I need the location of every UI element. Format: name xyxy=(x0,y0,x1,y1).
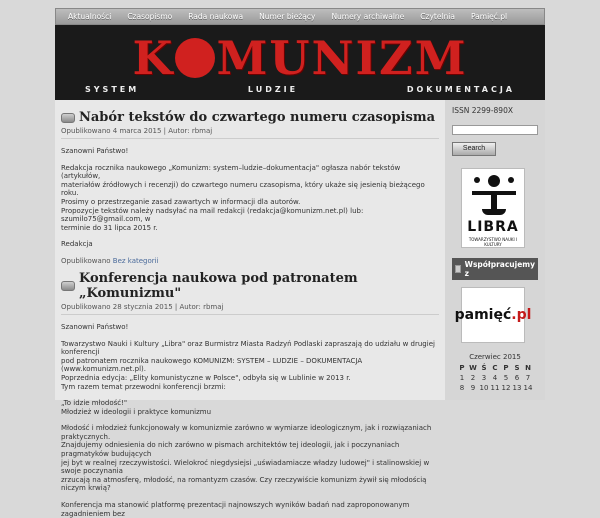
libra-right-dot-icon xyxy=(508,177,514,183)
body-line: Tym razem temat przewodni konferencji brzmi: xyxy=(61,382,226,391)
body-line: Młodość i młodzież funkcjonowały w komunizmie zarówno w wymiarze ideologicznym, jak i rozwiązaniach praktycznych. xyxy=(61,424,432,441)
tagline-ludzie: LUDZIE xyxy=(247,85,299,94)
main-content xyxy=(55,100,445,518)
libra-subtitle: TOWARZYSTWO NAUKI I KULTURY xyxy=(468,236,518,247)
site-logo[interactable] xyxy=(55,31,545,85)
post-meta: Opublikowano 4 marca 2015 | Autor: rbmaj xyxy=(61,127,439,139)
libra-stem-icon xyxy=(491,195,497,209)
tagline-dokumentacja: DOKUMENTACJA xyxy=(406,85,515,94)
search-button[interactable]: Search xyxy=(452,142,496,156)
post-greeting: Szanowni Państwo! xyxy=(61,147,129,155)
post-1 xyxy=(61,110,439,265)
post-bullet-icon xyxy=(61,113,75,123)
post-meta: Opublikowano 28 stycznia 2015 | Autor: rbmaj xyxy=(61,303,439,315)
calendar-header: P xyxy=(459,363,465,372)
logo-prefix: K xyxy=(132,31,175,85)
partners-widget-title xyxy=(452,258,538,280)
post-title[interactable]: Konferencja naukowa pod patronatem „Komunizmu" xyxy=(79,270,358,301)
libra-logo[interactable] xyxy=(461,168,525,248)
post-body xyxy=(61,164,439,233)
post-quote xyxy=(61,399,439,416)
logo-circle-icon xyxy=(175,38,215,78)
body-line: pod patronatem rocznika naukowego KOMUNIZM: SYSTEM – LUDZIE – DOKUMENTACJA (www.komunizm.net.pl). xyxy=(61,356,363,374)
body-line: Propozycje tekstów należy nadsyłać na mail redakcji (redakcja@komunizm.net.pl) lub: szumilo75@gmail.com, w xyxy=(61,206,364,224)
site-banner[interactable] xyxy=(55,25,545,100)
body-line: Znajdujemy odniesienia do nich zarówno w pismach architektów tej ideologii, jak i poczynaniach pragmatyków budujących xyxy=(61,441,400,459)
libra-word: LIBRA xyxy=(467,218,519,235)
category-prefix: Opublikowano xyxy=(61,256,111,265)
post-2 xyxy=(61,271,439,518)
pamiec-pl-logo[interactable] xyxy=(454,287,532,343)
calendar-day: 7 xyxy=(525,373,531,382)
pamiec-main: pamięć xyxy=(454,306,512,323)
nav-item-czytelnia[interactable]: Czytelnia xyxy=(420,12,455,21)
body-line: zrzucają na atmosferę, młodość, na romantyzm czasów. Czy rzeczywiście komunizm żywił się młodością niczym krwią? xyxy=(61,475,427,493)
body-line: jej byt w realnej rzeczywistości. Wielokroć niegdysiejsi „uświadamiacze władzy ludowej" i stalinowskiej w swoje poczynania xyxy=(61,458,430,476)
libra-base-icon xyxy=(482,209,506,215)
libra-head-icon xyxy=(488,175,500,187)
post-trailing: Konferencja ma stanowić platformę prezentacji najnowszych wyników badań nad zaproponowanym zagadnieniem bez xyxy=(61,501,410,518)
post-signature: Redakcja xyxy=(61,240,93,249)
body-line: Towarzystwo Nauki i Kultury „Libra" oraz Burmistrz Miasta Radzyń Podlaski zapraszają do udziału w drugiej konferencji xyxy=(61,339,435,357)
calendar-header: C xyxy=(492,363,498,372)
sidebar xyxy=(445,100,545,400)
body-line: Redakcja rocznika naukowego „Komunizm: system–ludzie–dokumentacja" ogłasza nabór tekstów (artykułów, xyxy=(61,163,401,181)
post-greeting: Szanowni Państwo! xyxy=(61,322,129,331)
calendar-header: W xyxy=(469,363,477,372)
calendar-day: 8 xyxy=(459,383,465,392)
post-title-row xyxy=(61,271,439,301)
calendar-day: 3 xyxy=(481,373,487,382)
post-body-2 xyxy=(61,424,439,493)
post-body xyxy=(61,340,439,392)
calendar-day: 1 xyxy=(459,373,465,382)
calendar-header: N xyxy=(525,363,531,372)
calendar-header: S xyxy=(514,363,520,372)
calendar-header: P xyxy=(503,363,509,372)
nav-item-numer-biezacy[interactable]: Numer bieżący xyxy=(259,12,316,21)
calendar-day: 4 xyxy=(492,373,498,382)
tagline-system: SYSTEM xyxy=(85,85,140,94)
calendar-day: 9 xyxy=(470,383,476,392)
post-bullet-icon xyxy=(61,281,75,291)
pamiec-tld: .pl xyxy=(511,306,532,323)
calendar-day: 11 xyxy=(490,383,500,392)
calendar-day: 6 xyxy=(514,373,520,382)
nav-item-rada-naukowa[interactable]: Rada naukowa xyxy=(188,12,244,21)
calendar-day: 5 xyxy=(503,373,509,382)
partners-title: Współpracujemy z xyxy=(464,259,535,278)
calendar-day: 14 xyxy=(523,383,533,392)
body-line: Poprzednia edycja: „Elity komunistyczne w Polsce", odbyła się w Lublinie w 2013 r. xyxy=(61,373,351,382)
search-input[interactable] xyxy=(452,125,538,135)
calendar-day: 12 xyxy=(501,383,511,392)
nav-item-pamiec[interactable]: Pamięć.pl xyxy=(470,12,508,21)
calendar-header: Ś xyxy=(481,363,487,372)
calendar-day: 2 xyxy=(470,373,476,382)
body-line: terminie do 31 lipca 2015 r. xyxy=(61,223,158,232)
pamiec-wordmark xyxy=(455,307,532,323)
libra-left-dot-icon xyxy=(474,177,480,183)
calendar-day: 10 xyxy=(479,383,489,392)
nav-item-numery-archiwalne[interactable]: Numery archiwalne xyxy=(331,12,405,21)
site-tagline xyxy=(85,85,515,94)
post-category xyxy=(61,257,439,265)
calendar-title: Czerwiec 2015 xyxy=(469,352,521,361)
logo-suffix: MUNIZM xyxy=(216,31,468,85)
calendar-day: 13 xyxy=(512,383,522,392)
body-line: Prosimy o przestrzeganie zasad zawartych w informacji dla autorów. xyxy=(61,197,301,206)
top-navigation xyxy=(55,8,545,25)
category-link[interactable]: Bez kategorii xyxy=(112,256,159,265)
body-line: materiałów źródłowych i recenzji) do czwartego numeru czasopisma, który ukaże się jesienią bieżącego roku. xyxy=(61,180,425,198)
post-title[interactable]: Nabór tekstów do czwartego numeru czasopisma xyxy=(79,110,436,125)
calendar-grid xyxy=(452,364,538,392)
quote-line: Młodzież w ideologii i praktyce komunizmu xyxy=(61,407,212,416)
post-title-row xyxy=(61,110,439,125)
issn-label: ISSN 2299-890X xyxy=(452,106,513,115)
widget-square-icon xyxy=(455,265,461,273)
quote-line: „To idzie młodość!" xyxy=(61,399,128,408)
nav-item-aktualnosci[interactable]: Aktualności xyxy=(68,12,112,21)
nav-item-czasopismo[interactable]: Czasopismo xyxy=(127,12,173,21)
